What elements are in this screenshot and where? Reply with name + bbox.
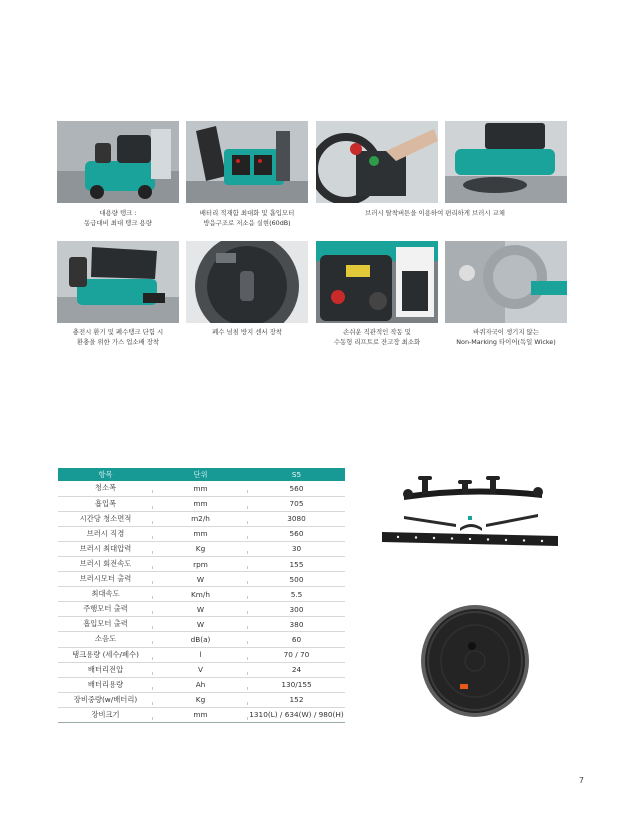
spec-value-cell: 705 (248, 496, 345, 511)
photo-non-marking-tire (445, 241, 567, 323)
header-item: 항목 (58, 468, 153, 481)
spec-item-cell: 장비중량(w/배터리) (58, 692, 153, 707)
spec-table-header (58, 468, 345, 481)
spec-value-cell: 300 (248, 602, 345, 617)
spec-item-cell: 장비크기 (58, 707, 153, 722)
spec-value-cell: 155 (248, 556, 345, 571)
spec-table-row (58, 707, 345, 722)
spec-item-cell: 흡입모터 출력 (58, 617, 153, 632)
spec-value-cell: 24 (248, 662, 345, 677)
spec-unit-cell: rpm (153, 556, 248, 571)
spec-item-cell: 주행모터 출력 (58, 602, 153, 617)
spec-value-cell: 30 (248, 541, 345, 556)
spec-table-row (58, 526, 345, 541)
spec-table-row (58, 602, 345, 617)
spec-unit-cell: dB(a) (153, 632, 248, 647)
spec-unit-cell: mm (153, 496, 248, 511)
spec-value-cell: 130/155 (248, 677, 345, 692)
spec-value-cell: 70 / 70 (248, 647, 345, 662)
spec-unit-cell: V (153, 662, 248, 677)
page-number: 7 (578, 776, 584, 785)
spec-value-cell: 560 (248, 481, 345, 496)
photo-battery-compartment (186, 121, 308, 203)
spec-table-row (58, 511, 345, 526)
spec-unit-cell: mm (153, 707, 248, 722)
spec-item-cell: 최대속도 (58, 587, 153, 602)
spec-value-cell: 380 (248, 617, 345, 632)
spec-table-row (58, 541, 345, 556)
caption-3: 브러시 탈착버튼을 이용하여 편리하게 브러시 교체 (365, 209, 505, 217)
spec-table-row (58, 481, 345, 496)
spec-table-row (58, 692, 345, 707)
spec-unit-cell: mm (153, 526, 248, 541)
photo-control-panel (316, 241, 438, 323)
spec-item-cell: 브러시모터 출력 (58, 572, 153, 587)
photo-brush-release-button (316, 121, 438, 203)
caption-6: 폐수 넘침 방지 센서 장착 (212, 328, 282, 336)
caption-2: 배터리 적재함 최대화 및 흡입모터 방음구조로 저소음 실현(60dB) (199, 209, 295, 227)
spec-item-cell: 시간당 청소면적 (58, 511, 153, 526)
caption-7: 손쉬운 직관적인 작동 및 수동형 리프트로 잔고장 최소화 (333, 328, 421, 346)
caption-8: 바퀴자국이 생기지 않는 Non-Marking 타이어(독일 Wicke) (456, 328, 556, 346)
spec-value-cell: 560 (248, 526, 345, 541)
spec-table-row (58, 572, 345, 587)
spec-item-cell: 배터리용량 (58, 677, 153, 692)
spec-table-row (58, 662, 345, 677)
spec-table-row (58, 556, 345, 571)
photo-brush-deck (445, 121, 567, 203)
caption-5: 충전시 환기 및 폐수탱크 단힘 시 환충을 위한 가스 업소배 장착 (72, 328, 164, 346)
spec-unit-cell: Kg (153, 541, 248, 556)
spec-item-cell: 브러시 회전속도 (58, 556, 153, 571)
squeegee-assembly-image (378, 472, 564, 554)
brush-disc-image (420, 604, 530, 718)
spec-item-cell: 소음도 (58, 632, 153, 647)
spec-value-cell: 500 (248, 572, 345, 587)
caption-1: 대용량 탱크 : 동급대비 최대 탱크 용량 (84, 209, 152, 227)
spec-item-cell: 흡입폭 (58, 496, 153, 511)
spec-value-cell: 1310(L) / 634(W) / 980(H) (248, 707, 345, 722)
spec-table-row (58, 647, 345, 662)
photo-charging-ventilation (57, 241, 179, 323)
spec-unit-cell: mm (153, 481, 248, 496)
spec-unit-cell: Kg (153, 692, 248, 707)
spec-unit-cell: Km/h (153, 587, 248, 602)
spec-item-cell: 탱크용량 (세수/폐수) (58, 647, 153, 662)
spec-value-cell: 3080 (248, 511, 345, 526)
spec-value-cell: 152 (248, 692, 345, 707)
spec-item-cell: 청소폭 (58, 481, 153, 496)
spec-table (58, 468, 345, 723)
spec-value-cell: 60 (248, 632, 345, 647)
spec-unit-cell: W (153, 572, 248, 587)
spec-unit-cell: m2/h (153, 511, 248, 526)
spec-unit-cell: Ah (153, 677, 248, 692)
photo-machine-side (57, 121, 179, 203)
spec-table-row (58, 677, 345, 692)
photo-overflow-sensor (186, 241, 308, 323)
spec-value-cell: 5.5 (248, 587, 345, 602)
spec-unit-cell: W (153, 617, 248, 632)
spec-table-row (58, 587, 345, 602)
spec-table-row (58, 496, 345, 511)
spec-unit-cell: W (153, 602, 248, 617)
spec-unit-cell: l (153, 647, 248, 662)
spec-table-row (58, 632, 345, 647)
header-unit: 단위 (153, 468, 248, 481)
spec-item-cell: 배터리전압 (58, 662, 153, 677)
spec-item-cell: 브러시 최대압력 (58, 541, 153, 556)
spec-table-row (58, 617, 345, 632)
header-model: S5 (248, 468, 345, 481)
spec-item-cell: 브러시 직경 (58, 526, 153, 541)
